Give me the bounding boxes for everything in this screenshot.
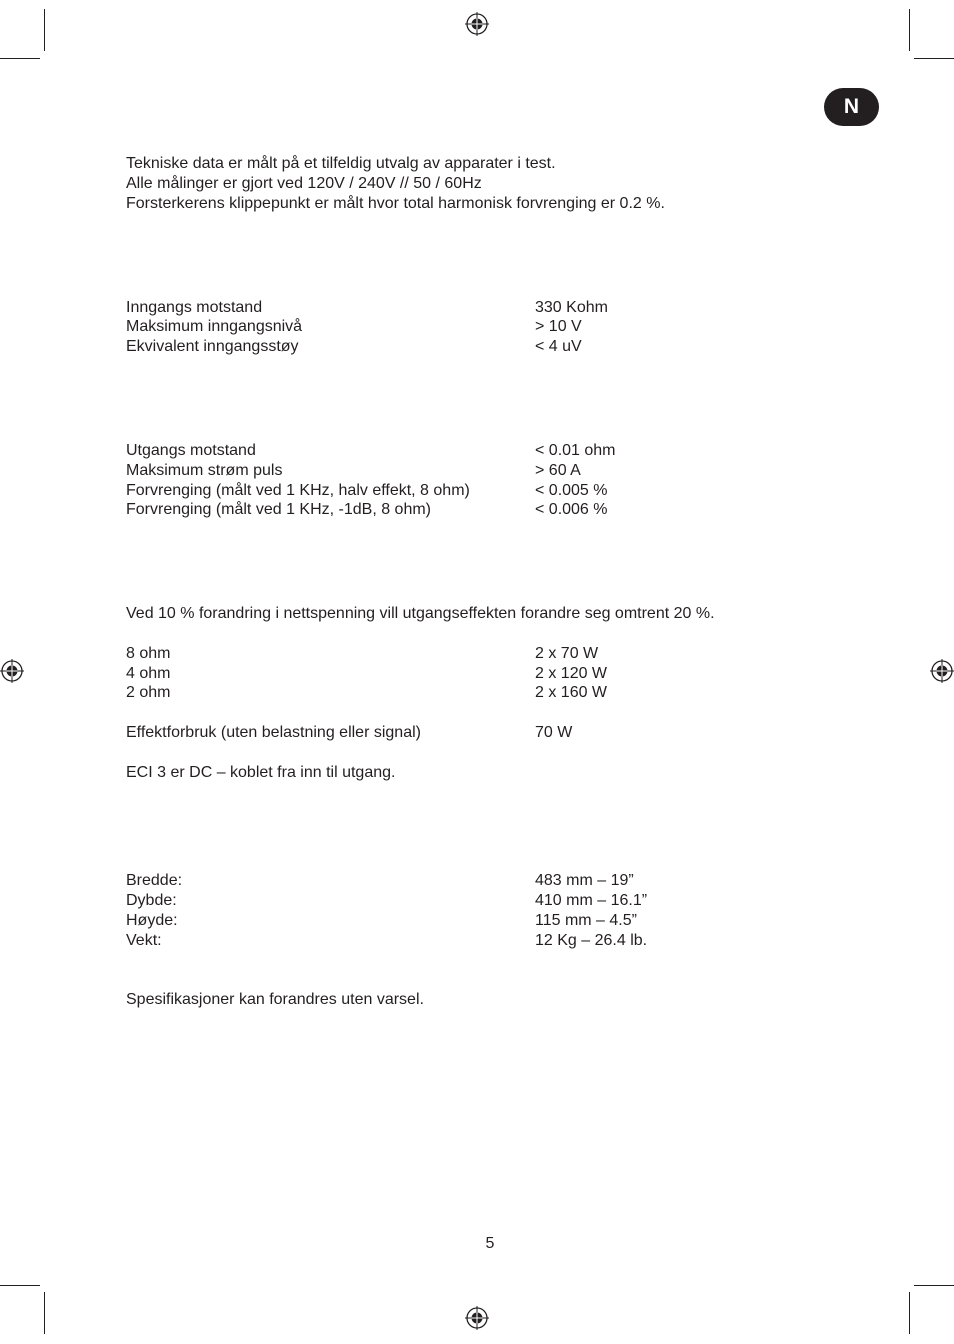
spec-value: 12 Kg – 26.4 lb. bbox=[535, 932, 648, 949]
spec-value: 2 x 120 W bbox=[535, 665, 608, 682]
spec-label: Effektforbruk (uten belastning eller signal) bbox=[126, 724, 421, 741]
spec-label: Forvrenging (målt ved 1 KHz, halv effekt, 8 ohm) bbox=[126, 482, 470, 499]
spec-label: 4 ohm bbox=[126, 665, 171, 682]
crop-mark-bottom-left-horizontal bbox=[0, 1285, 40, 1286]
spec-value: > 60 A bbox=[535, 462, 581, 479]
spec-value: 410 mm – 16.1” bbox=[535, 892, 648, 909]
crop-mark-bottom-right-vertical bbox=[909, 1292, 910, 1334]
dc-note: ECI 3 er DC – koblet fra inn til utgang. bbox=[126, 764, 396, 781]
spec-label: Høyde: bbox=[126, 912, 178, 929]
spec-value: 115 mm – 4.5” bbox=[535, 912, 637, 929]
spec-label: 2 ohm bbox=[126, 684, 171, 701]
spec-value: < 0.006 % bbox=[535, 501, 608, 518]
crop-mark-top-right-vertical bbox=[909, 9, 910, 51]
spec-label: Utgangs motstand bbox=[126, 442, 256, 459]
spec-value: 483 mm – 19” bbox=[535, 872, 634, 889]
intro-line: Tekniske data er målt på et tilfeldig utvalg av apparater i test. bbox=[126, 155, 556, 172]
crop-mark-top-right-horizontal bbox=[914, 58, 954, 59]
spec-label: Bredde: bbox=[126, 872, 183, 889]
spec-value: < 4 uV bbox=[535, 338, 582, 355]
language-badge: N bbox=[824, 88, 879, 126]
registration-mark-icon bbox=[0, 659, 24, 683]
registration-mark-icon bbox=[930, 659, 954, 683]
spec-value: 70 W bbox=[535, 724, 573, 741]
disclaimer: Spesifikasjoner kan forandres uten varsel. bbox=[126, 991, 424, 1008]
crop-mark-top-left-horizontal bbox=[0, 58, 40, 59]
spec-label: Inngangs motstand bbox=[126, 299, 263, 316]
intro-line: Forsterkerens klippepunkt er målt hvor total harmonisk forvrenging er 0.2 %. bbox=[126, 195, 665, 212]
registration-mark-icon bbox=[465, 12, 489, 36]
registration-mark-icon bbox=[465, 1306, 489, 1330]
spec-value: 2 x 160 W bbox=[535, 684, 608, 701]
spec-value: 2 x 70 W bbox=[535, 645, 599, 662]
spec-label: Maksimum inngangsnivå bbox=[126, 318, 303, 335]
page-number: 5 bbox=[485, 1235, 495, 1252]
spec-value: 330 Kohm bbox=[535, 299, 608, 316]
spec-value: < 0.005 % bbox=[535, 482, 608, 499]
spec-value: < 0.01 ohm bbox=[535, 442, 616, 459]
spec-label: Vekt: bbox=[126, 932, 162, 949]
power-note: Ved 10 % forandring i nettspenning vill utgangseffekten forandre seg omtrent 20 %. bbox=[126, 605, 715, 622]
crop-mark-bottom-right-horizontal bbox=[914, 1285, 954, 1286]
spec-value: > 10 V bbox=[535, 318, 582, 335]
spec-label: 8 ohm bbox=[126, 645, 171, 662]
spec-label: Maksimum strøm puls bbox=[126, 462, 283, 479]
intro-line: Alle målinger er gjort ved 120V / 240V // 50 / 60Hz bbox=[126, 175, 482, 192]
spec-label: Forvrenging (målt ved 1 KHz, -1dB, 8 ohm) bbox=[126, 501, 432, 518]
crop-mark-top-left-vertical bbox=[44, 9, 45, 51]
crop-mark-bottom-left-vertical bbox=[44, 1292, 45, 1334]
spec-label: Ekvivalent inngangsstøy bbox=[126, 338, 299, 355]
spec-label: Dybde: bbox=[126, 892, 177, 909]
